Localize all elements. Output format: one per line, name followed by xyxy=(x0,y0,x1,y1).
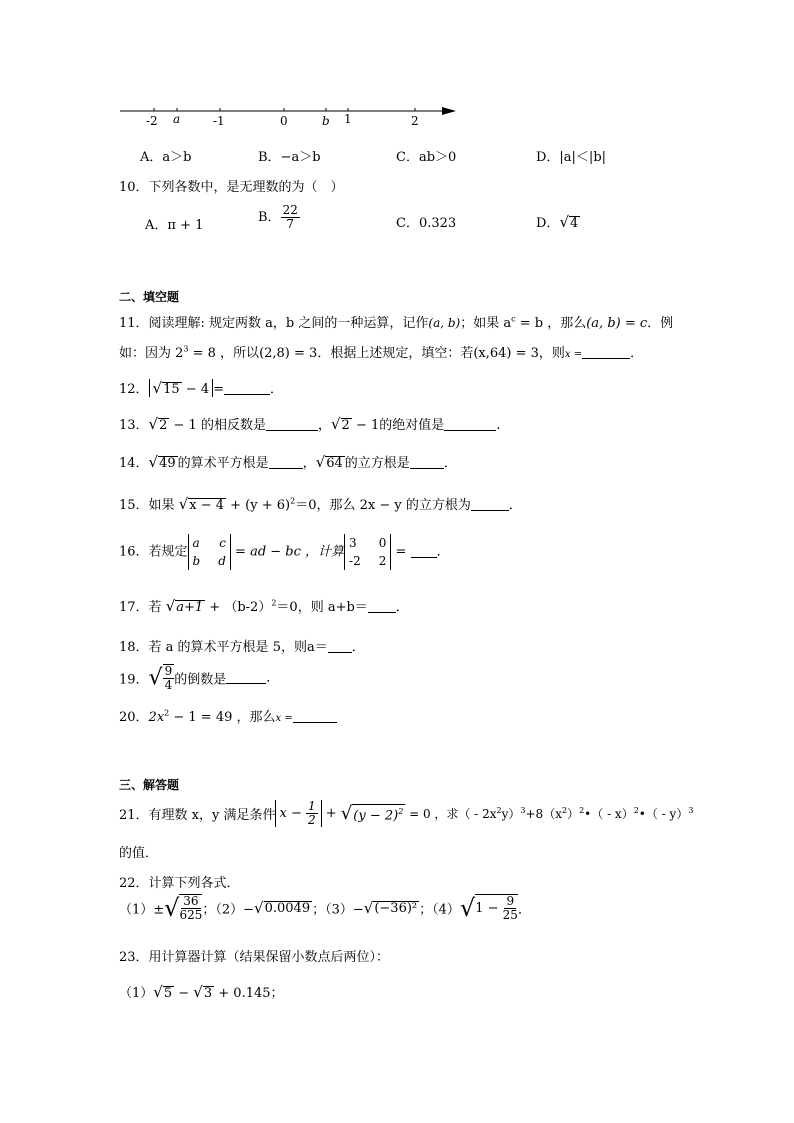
answer-blank[interactable] xyxy=(269,456,303,469)
q10-option-c[interactable]: C．0.323 xyxy=(396,216,457,231)
tick-label-neg1: -1 xyxy=(213,114,225,128)
q20: 20．$2x^2 - 1 = 49$ ，那么x = xyxy=(119,706,337,725)
answer-blank[interactable] xyxy=(224,382,270,395)
answer-blank[interactable] xyxy=(410,456,444,469)
tick-label-b: b xyxy=(322,114,330,128)
section-title-fill-blank: 二、填空题 xyxy=(119,290,180,304)
radical-icon: √ xyxy=(193,983,203,1001)
tick-label-0: 0 xyxy=(280,114,288,128)
radical-icon: √ xyxy=(363,899,374,917)
tick-label-1: 1 xyxy=(344,112,352,126)
radical-icon: √ xyxy=(459,894,476,922)
section-title-solve: 三、解答题 xyxy=(119,778,180,792)
q13: 13．√2 − 1 的相反数是 ，√2 − 1的绝对值是 . xyxy=(119,415,501,433)
tick-label-a: a xyxy=(173,112,181,126)
radical-icon: √ xyxy=(153,983,163,1001)
answer-blank[interactable] xyxy=(226,671,266,684)
q11-line2: 如：因为 $2^3 = 8$ ，所以(2,8) = 3．根据上述规定，填空：若(x,64) = 3，则x = ． xyxy=(119,344,644,361)
answer-blank[interactable] xyxy=(293,710,337,723)
q18: 18．若 a 的算术平方根是 5，则a＝ ． xyxy=(119,640,365,655)
q15: 15．如果 $√x - 4 + (y + 6)^2=0$，那么 2x − y 的立方根为 ． xyxy=(119,495,522,513)
fraction: $\frac{1}{2}$ xyxy=(307,799,316,827)
radical-icon: √ xyxy=(148,415,159,433)
q9-option-a[interactable]: A．a＞b xyxy=(140,150,192,165)
radical-icon: √ xyxy=(152,379,163,397)
radical-icon: √ xyxy=(315,453,326,471)
determinant: 3 0 -2 2 xyxy=(344,534,391,570)
q11-line1: 11．阅读理解: 规定两数 a，b 之间的一种运算，记作(a, b)；如果 $a^c = b$ ，那么(a, b) = c．例 xyxy=(119,314,674,331)
radical-icon: √ xyxy=(559,213,569,231)
fraction: $\frac{22}{7}$ xyxy=(282,203,298,231)
q21-line2: 的值． xyxy=(119,846,159,861)
absolute-value: √15 − 4 xyxy=(149,379,214,397)
radical-icon: √ xyxy=(165,597,176,615)
absolute-value: x − $\frac{1}{2}$ xyxy=(275,800,321,827)
q10-option-a[interactable]: A．π + 1 xyxy=(145,218,204,233)
q22-stem: 22．计算下列各式． xyxy=(119,876,240,891)
q10-option-d[interactable]: D．√4 xyxy=(536,213,579,231)
radical-icon: √ xyxy=(148,665,163,691)
q9-option-b[interactable]: B．−a＞b xyxy=(258,150,321,165)
answer-blank[interactable] xyxy=(328,640,352,653)
number-line-arrow xyxy=(442,107,456,115)
answer-blank[interactable] xyxy=(368,600,396,613)
q23-stem: 23．用计算器计算（结果保留小数点后两位）： xyxy=(119,950,390,965)
q14: 14．√49 的算术平方根是 ，√64 的立方根是 ． xyxy=(119,453,457,471)
q9-option-c[interactable]: C．ab＞0 xyxy=(396,150,457,165)
fraction: $\frac{36}{625}$ xyxy=(179,894,203,922)
q12: 12． √15 − 4 = ． xyxy=(119,379,284,397)
radical-icon: √ xyxy=(340,803,353,824)
q9-option-d[interactable]: D．|a|＜|b| xyxy=(536,150,607,165)
q10-stem: 10．下列各数中，是无理数的为（ ） xyxy=(119,180,344,195)
answer-blank[interactable] xyxy=(582,346,630,359)
radical-icon: √ xyxy=(164,894,180,922)
determinant: a c b d xyxy=(188,534,231,570)
q10-option-b[interactable]: B． $\frac{22}{7}$ xyxy=(258,203,298,231)
q16: 16．若规定 a c b d = ad − bc ，计算 3 0 -2 2 = ． xyxy=(119,536,450,568)
tick-label-2: 2 xyxy=(411,114,419,128)
answer-blank[interactable] xyxy=(471,498,509,511)
radical-icon: √ xyxy=(178,495,189,513)
fraction: $\frac{9}{4}$ xyxy=(164,664,173,692)
q22-parts: （1）±√ $\frac{36}{625}$ ；（2）−√0.0049 ；（3）−√(−36)² ；（4）√1 − $\frac{9}{25}$ ． xyxy=(119,894,531,922)
q23-part1: （1）√5 − √3 + 0.145； xyxy=(119,983,284,1001)
radical-icon: √ xyxy=(330,415,341,433)
q17: 17．若 $√a+1 + (b-2)^2=0$，则 a+b＝ ． xyxy=(119,597,409,615)
answer-blank[interactable] xyxy=(444,418,496,431)
answer-blank[interactable] xyxy=(411,545,437,558)
radical-icon: √ xyxy=(148,453,159,471)
fraction: $\frac{9}{25}$ xyxy=(502,894,518,922)
tick-label-neg2: -2 xyxy=(146,114,158,128)
q19: 19．√ $\frac{9}{4}$ 的倒数是 ． xyxy=(119,664,280,692)
radical-icon: √ xyxy=(254,899,264,917)
q21-line1: 21．有理数 x，y 满足条件 x − $\frac{1}{2}$ + $√(y - 2)^2 = 0$ ，求（ - $2x^2y)^3+8(x^2)^2•$（ - x）$^2$•（ - y）$^3$ xyxy=(119,799,694,827)
answer-blank[interactable] xyxy=(266,418,318,431)
